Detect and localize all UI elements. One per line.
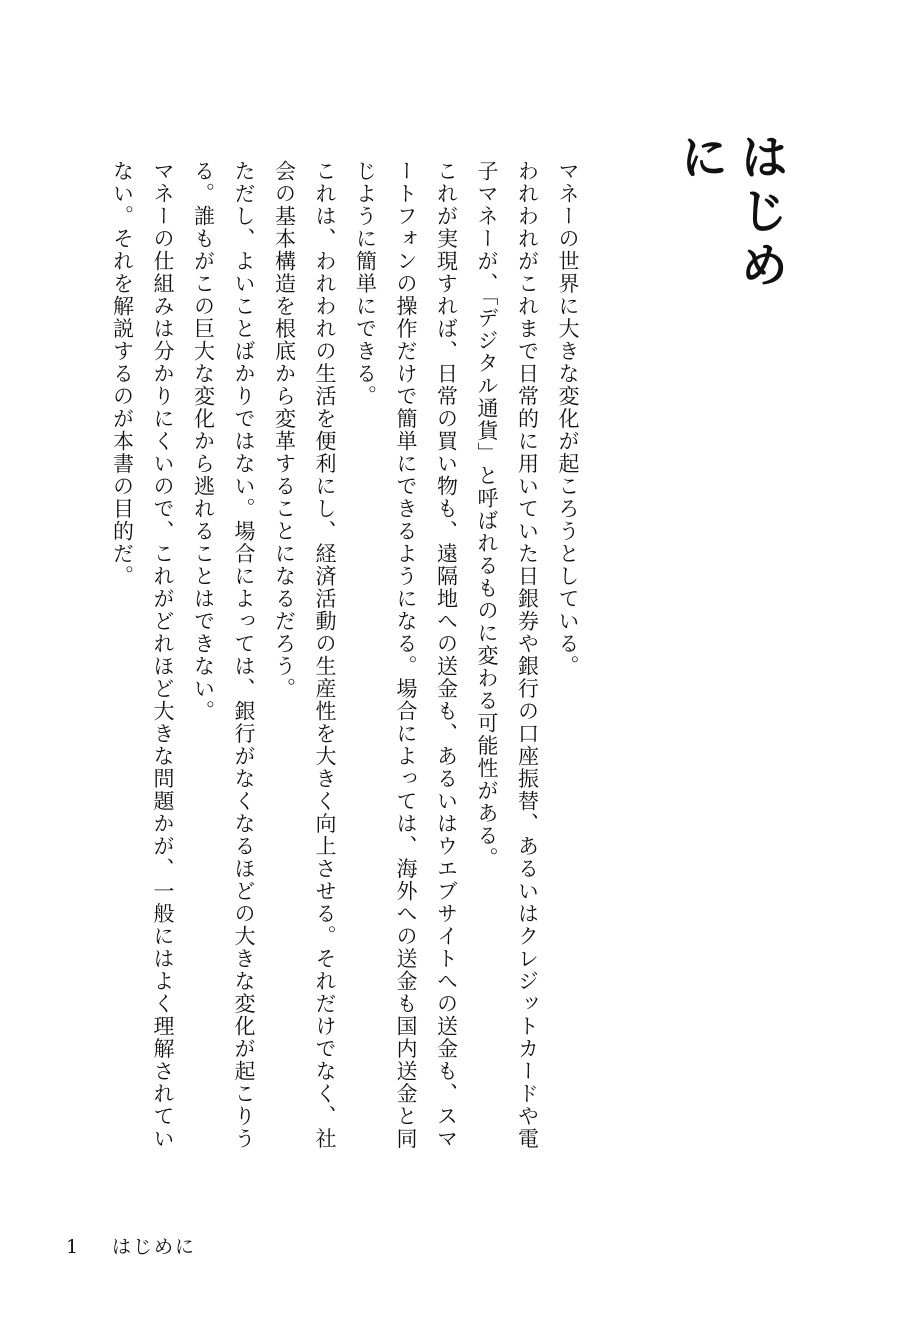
paragraph: ただし、よいことばかりではない。場合によっては、銀行がなくなるほどの大きな変化が起こりうる。誰もがこの巨大な変化から逃れることはできない。 <box>191 160 256 1150</box>
running-head: はじめに <box>112 1236 197 1258</box>
paragraph: マネーの仕組みは分かりにくいので、これがどれほど大きな問題かが、一般にはよく理解されていない。それを解説するのが本書の目的だ。 <box>110 160 175 1150</box>
page-number: 1 <box>66 1236 79 1258</box>
body-text <box>88 160 588 1150</box>
chapter-title: はじめに <box>672 132 788 294</box>
paragraph: われわれがこれまで日常的に用いていた日銀券や銀行の口座振替、あるいはクレジットカードや電子マネーが、「デジタル通貨」と呼ばれるものに変わる可能性がある。 <box>475 160 540 1150</box>
page-footer <box>66 1232 196 1258</box>
paragraph: これが実現すれば、日常の買い物も、遠隔地への送金も、あるいはウエブサイトへの送金も、スマートフォンの操作だけで簡単にできるようになる。場合によっては、海外への送金も国内送金と同じように簡単にできる。 <box>353 160 459 1150</box>
paragraph: これは、われわれの生活を便利にし、経済活動の生産性を大きく向上させる。それだけでなく、社会の基本構造を根底から変革することになるだろう。 <box>272 160 337 1150</box>
paragraph: マネーの世界に大きな変化が起ころうとしている。 <box>556 160 580 678</box>
